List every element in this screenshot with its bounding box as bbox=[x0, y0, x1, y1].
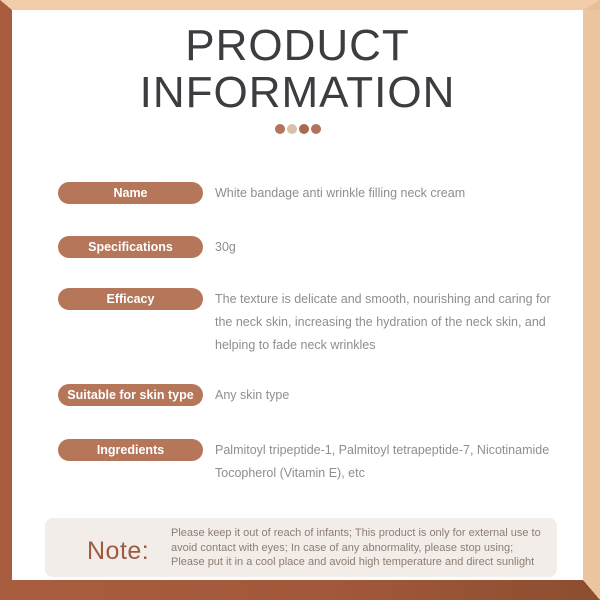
note-box bbox=[45, 518, 557, 577]
row-value-ingredients: Palmitoyl tripeptide-1, Palmitoyl tetrapeptide-7, Nicotinamide Tocopherol (Vitamin E), etc bbox=[215, 443, 550, 480]
frame-left-strip bbox=[0, 0, 12, 600]
note-text: Please keep it out of reach of infants; This product is only for external use to avoid contact with eyes; In case of any abnormality, please stop using; Please put it in a cool place and avoid high temperature and direct sunlight bbox=[171, 527, 541, 569]
label-pill-name: Name bbox=[58, 182, 203, 204]
label-pill-efficacy: Efficacy bbox=[58, 288, 203, 310]
title-divider-dots bbox=[12, 124, 583, 134]
row-value-name: White bandage anti wrinkle filling neck cream bbox=[215, 186, 466, 200]
label-pill-skin-type: Suitable for skin type bbox=[58, 384, 203, 406]
product-card bbox=[12, 10, 583, 580]
frame-bottom-strip bbox=[0, 580, 600, 600]
page-title-line-1: PRODUCT bbox=[185, 21, 410, 70]
row-value-efficacy: The texture is delicate and smooth, nourishing and caring for the neck skin, increasing the hydration of the neck skin, and helping to fade neck wrinkles bbox=[215, 292, 551, 352]
page-title bbox=[12, 22, 583, 116]
frame-corner-top-right bbox=[583, 0, 600, 10]
note-label: Note: bbox=[87, 537, 150, 565]
frame-right-strip bbox=[583, 0, 600, 600]
row-value-specifications: 30g bbox=[215, 240, 236, 254]
divider-dot-icon bbox=[275, 124, 285, 134]
row-value-skin-type: Any skin type bbox=[215, 388, 290, 402]
frame-corner-bottom-right bbox=[583, 580, 600, 600]
divider-dot-icon bbox=[299, 124, 309, 134]
frame-corner-top-left bbox=[0, 0, 12, 10]
label-pill-specifications: Specifications bbox=[58, 236, 203, 258]
divider-dot-icon bbox=[311, 124, 321, 134]
divider-dot-icon bbox=[287, 124, 297, 134]
label-pill-ingredients: Ingredients bbox=[58, 439, 203, 461]
page-title-line-2: INFORMATION bbox=[139, 68, 456, 117]
frame-top-strip bbox=[0, 0, 600, 10]
